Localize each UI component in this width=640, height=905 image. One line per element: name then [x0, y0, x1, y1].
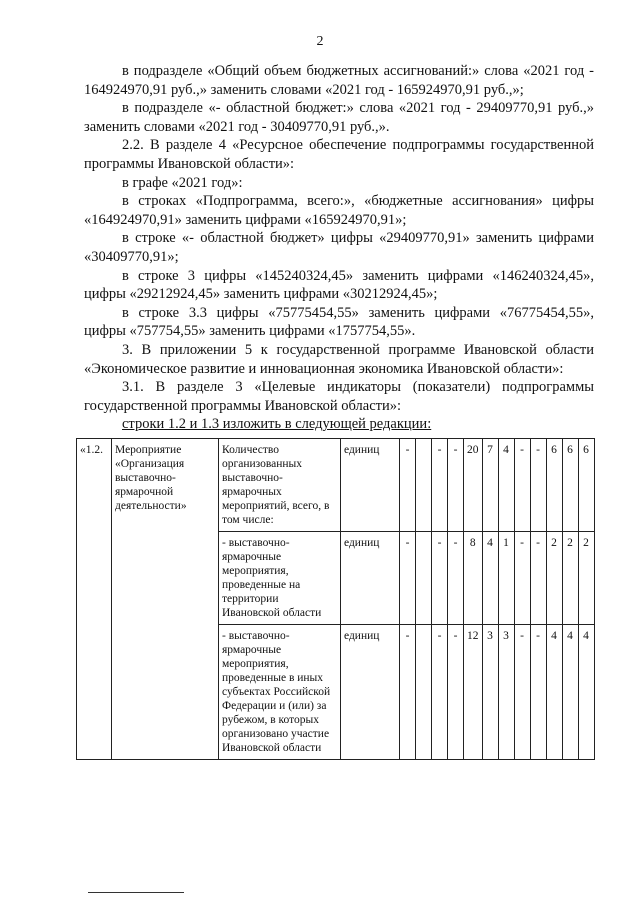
value-cell: 4	[562, 625, 578, 760]
paragraph: в строке 3.3 цифры «75775454,55» заменить цифрами «76775454,55», цифры «757754,55» заменить цифрами «1757754,55».	[84, 304, 594, 340]
value-cell: -	[448, 532, 464, 625]
value-cell: -	[514, 625, 530, 760]
value-cell: -	[432, 625, 448, 760]
indicator-description: Количество организованных выставочно-ярмарочных мероприятий, всего, в том числе:	[219, 439, 341, 532]
page-number: 2	[316, 34, 324, 49]
value-cell	[416, 625, 432, 760]
paragraph: 3.1. В разделе 3 «Целевые индикаторы (показатели) подпрограммы государственной программы Ивановской области»:	[84, 379, 594, 414]
table-intro: строки 1.2 и 1.3 изложить в следующей редакции:	[122, 416, 432, 433]
paragraph: в подразделе «Общий объем бюджетных ассигнований:» слова «2021 год - 164924970,91 руб.,» заменить словами «2021 год - 165924970,91 руб.,»;	[84, 63, 594, 98]
paragraph: в строке «- областной бюджет» цифры «29409770,91» заменить цифрами «30409770,91»;	[84, 230, 594, 265]
value-cell: -	[448, 625, 464, 760]
row-number: «1.2.	[77, 439, 112, 760]
value-cell: 7	[482, 439, 498, 532]
table-row	[77, 439, 595, 532]
value-cell	[416, 439, 432, 532]
value-cell: 4	[498, 439, 514, 532]
value-cell: 6	[562, 439, 578, 532]
value-cell: 2	[546, 532, 562, 625]
value-cell: -	[400, 439, 416, 532]
indicator-description: - выставочно-ярмарочные мероприятия, проведенные в иных субъектах Российской Федерации и (или) за рубежом, в которых организовано участие Ивановской области	[219, 625, 341, 760]
value-cell: -	[530, 625, 546, 760]
value-cell: -	[514, 439, 530, 532]
value-cell: 2	[562, 532, 578, 625]
value-cell: 6	[578, 439, 594, 532]
value-cell: -	[530, 439, 546, 532]
paragraph: в графе «2021 год»:	[122, 174, 243, 191]
footnote-separator	[88, 892, 184, 893]
paragraph: в строках «Подпрограмма, всего:», «бюджетные ассигнования» цифры «164924970,91» заменить цифрами «165924970,91»;	[84, 193, 594, 228]
unit-cell: единиц	[341, 532, 400, 625]
value-cell: 4	[578, 625, 594, 760]
value-cell: 1	[498, 532, 514, 625]
unit-cell: единиц	[341, 439, 400, 532]
value-cell	[416, 532, 432, 625]
paragraph: 3. В приложении 5 к государственной программе Ивановской области «Экономическое развитие и инновационная экономика Ивановской области»:	[84, 341, 594, 377]
paragraph: 2.2. В разделе 4 «Ресурсное обеспечение подпрограммы государственной программы Ивановской области»:	[84, 137, 594, 172]
value-cell: 4	[482, 532, 498, 625]
value-cell: -	[400, 532, 416, 625]
value-cell: -	[530, 532, 546, 625]
value-cell: 8	[464, 532, 483, 625]
value-cell: 6	[546, 439, 562, 532]
paragraph: в строке 3 цифры «145240324,45» заменить цифрами «146240324,45», цифры «29212924,45» заменить цифрами «30212924,45»;	[84, 267, 594, 303]
value-cell: -	[400, 625, 416, 760]
indicator-description: - выставочно-ярмарочные мероприятия, проведенные на территории Ивановской области	[219, 532, 341, 625]
document-body	[84, 62, 594, 434]
paragraph: в подразделе «- областной бюджет:» слова «2021 год - 29409770,91 руб.,» заменить словами «2021 год - 30409770,91 руб.,».	[84, 100, 594, 135]
value-cell: 3	[482, 625, 498, 760]
value-cell: 12	[464, 625, 483, 760]
activity-name: Мероприятие «Организация выставочно-ярмарочной деятельности»	[112, 439, 219, 760]
value-cell: -	[432, 439, 448, 532]
value-cell: -	[514, 532, 530, 625]
value-cell: 20	[464, 439, 483, 532]
indicators-table	[76, 438, 595, 760]
value-cell: 4	[546, 625, 562, 760]
value-cell: 3	[498, 625, 514, 760]
value-cell: -	[448, 439, 464, 532]
unit-cell: единиц	[341, 625, 400, 760]
value-cell: 2	[578, 532, 594, 625]
value-cell: -	[432, 532, 448, 625]
